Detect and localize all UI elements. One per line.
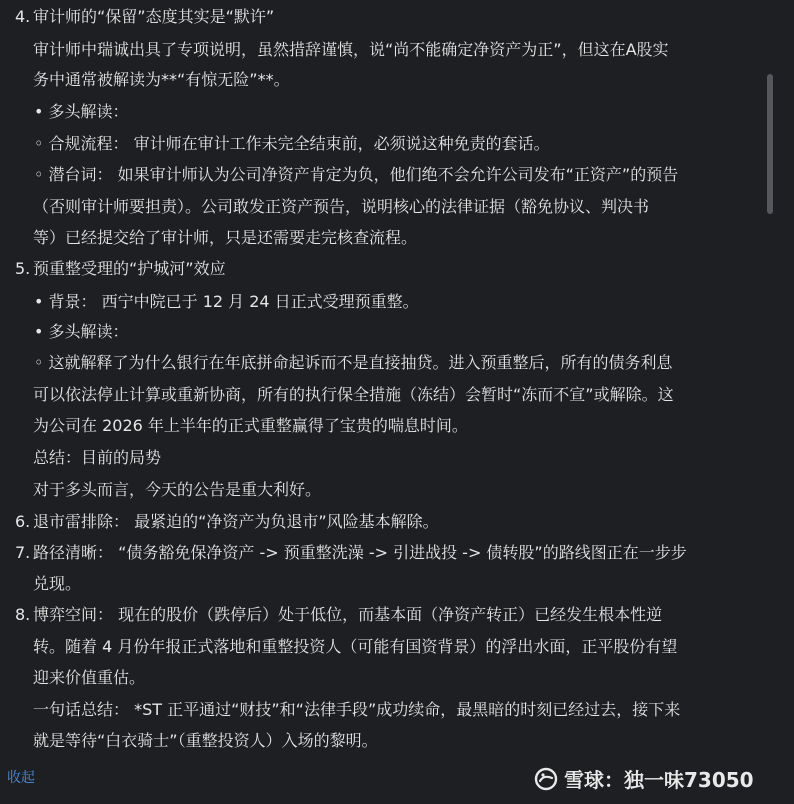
- paragraph-line: 对于多头而言，今天的公告是重大利好。: [33, 480, 322, 499]
- paragraph-line: 一句话总结： *ST 正平通过“财技”和“法律手段”成功续命，最黑暗的时刻已经过去，接下来: [33, 700, 681, 719]
- paragraph-line: （否则审计师要担责）。公司敢发正资产预告，说明核心的法律证据（豁免协议、判决书: [33, 197, 650, 216]
- list-number: 5.: [15, 259, 31, 278]
- scrollbar-thumb[interactable]: [767, 74, 773, 214]
- paragraph-line: 为公司在 2026 年上半年的正式重整赢得了宝贵的喘息时间。: [33, 416, 468, 435]
- sub-bullet-item: ◦ 合规流程： 审计师在审计工作未完全结束前，必须说这种免责的套话。: [34, 134, 550, 153]
- list-item: 退市雷排除： 最紧迫的“净资产为负退市”风险基本解除。: [33, 512, 439, 531]
- bullet-item: • 多头解读：: [34, 322, 129, 341]
- collapse-link[interactable]: 收起: [7, 770, 35, 786]
- watermark-text: 雪球：独一味73050: [564, 768, 754, 792]
- sub-bullet-item: ◦ 潜台词： 如果审计师认为公司净资产肯定为负，他们绝不会允许公司发布“正资产”的预告: [34, 165, 679, 184]
- list-item: 博弈空间： 现在的股价（跌停后）处于低位，而基本面（净资产转正）已经发生根本性逆: [33, 605, 663, 624]
- list-number: 8.: [15, 605, 31, 624]
- paragraph-line: 可以依法停止计算或重新协商，所有的执行保全措施（冻结）会暂时“冻而不宣”或解除。这: [33, 385, 674, 404]
- list-number: 7.: [15, 543, 31, 562]
- paragraph-line: 审计师中瑞诚出具了专项说明，虽然措辞谨慎，说“尚不能确定净资产为正”，但这在A股实: [33, 40, 669, 59]
- watermark: [534, 764, 754, 793]
- paragraph-line: 就是等待“白衣骑士”（重整投资人）入场的黎明。: [33, 731, 378, 750]
- section-heading: 预重整受理的“护城河”效应: [33, 259, 226, 278]
- list-number: 6.: [15, 512, 31, 531]
- snowball-logo-icon: [534, 767, 558, 791]
- section-heading: 审计师的“保留”态度其实是“默许”: [33, 7, 275, 26]
- paragraph-line: 等）已经提交给了审计师，只是还需要走完核查流程。: [33, 228, 418, 247]
- list-number: 4.: [15, 7, 31, 26]
- paragraph-line: 兑现。: [33, 574, 82, 593]
- bullet-item: • 多头解读：: [34, 102, 129, 121]
- bullet-item: • 背景： 西宁中院已于 12 月 24 日正式受理预重整。: [34, 292, 419, 311]
- sub-bullet-item: ◦ 这就解释了为什么银行在年底拼命起诉而不是直接抽贷。进入预重整后，所有的债务利息: [34, 353, 673, 372]
- paragraph-line: 务中通常被解读为**“有惊无险”**。: [33, 70, 290, 89]
- summary-heading: 总结：目前的局势: [33, 448, 162, 467]
- list-item: 路径清晰： “债务豁免保净资产 -> 预重整洗澡 -> 引进战投 -> 债转股”的路线图正在一步步: [33, 543, 687, 562]
- paragraph-line: 迎来价值重估。: [33, 668, 146, 687]
- paragraph-line: 转。随着 4 月份年报正式落地和重整投资人（可能有国资背景）的浮出水面，正平股份有望: [33, 637, 678, 656]
